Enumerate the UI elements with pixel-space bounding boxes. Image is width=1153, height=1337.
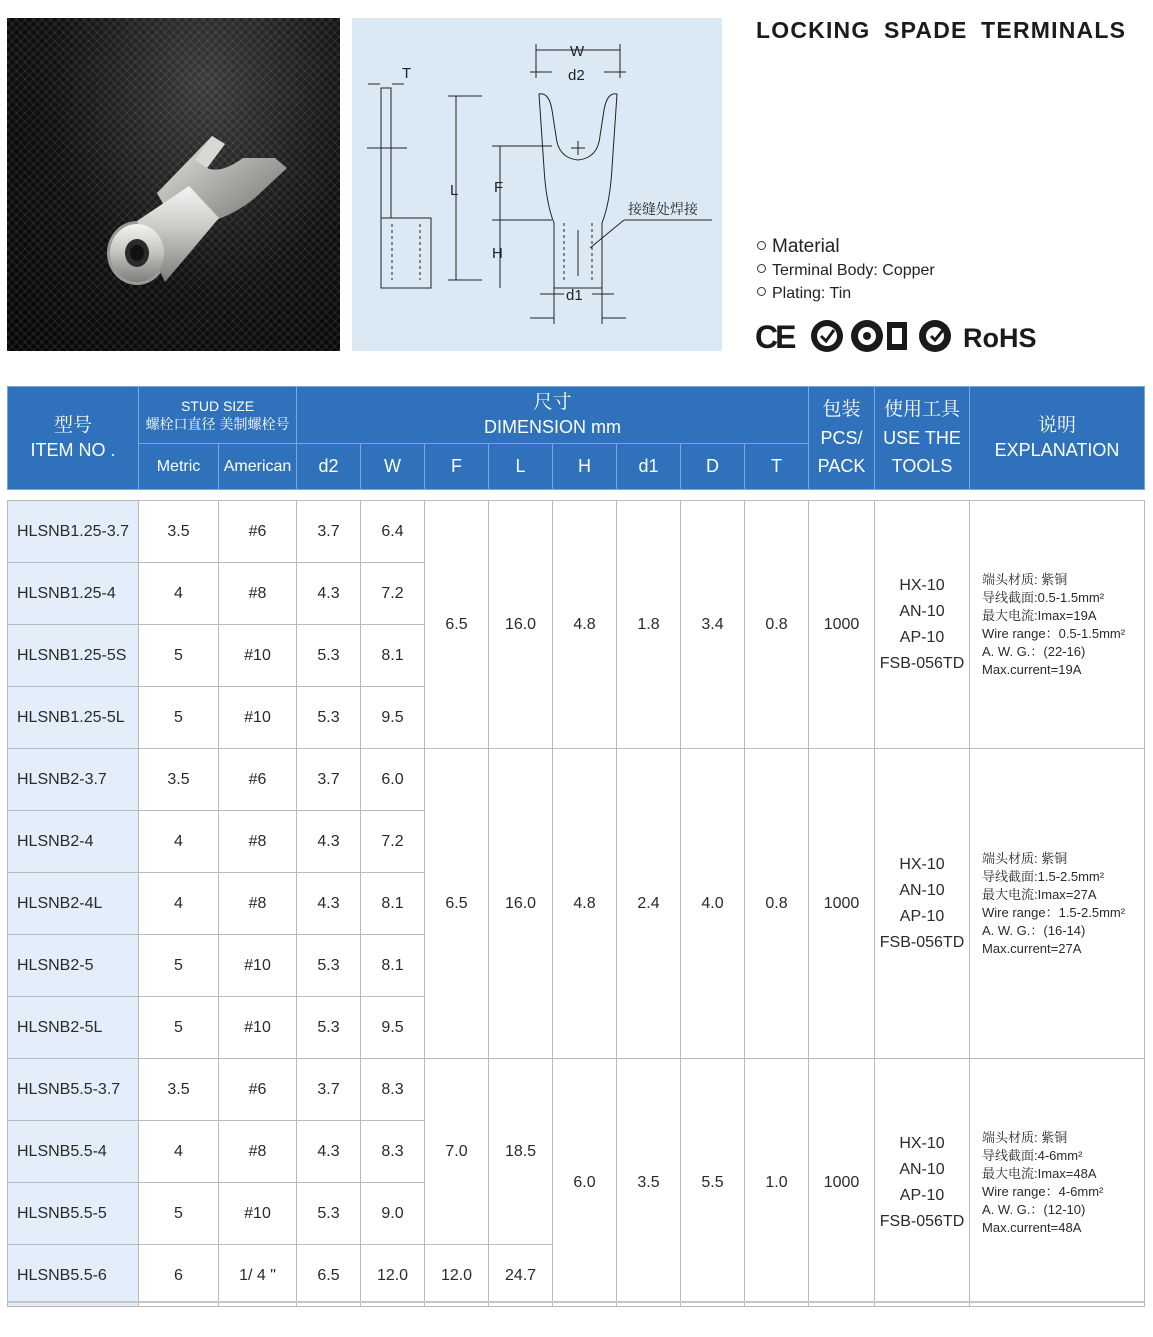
l: 18.5: [489, 1059, 553, 1245]
drawing-label-l: L: [450, 182, 459, 199]
spade-terminal-photo: [7, 18, 340, 351]
w: 9.5: [361, 687, 425, 749]
metric: 4: [139, 563, 219, 625]
d2: 3.7: [297, 501, 361, 563]
bullet-icon: [757, 287, 766, 296]
w: 6.4: [361, 501, 425, 563]
american: 1/ 4 ": [219, 1245, 297, 1307]
w: 7.2: [361, 563, 425, 625]
w: 6.0: [361, 749, 425, 811]
american: #10: [219, 687, 297, 749]
d: 5.5: [681, 1059, 745, 1307]
item-no: HLSNB1.25-4: [8, 563, 139, 625]
f: 6.5: [425, 501, 489, 749]
w: 7.2: [361, 811, 425, 873]
d: 4.0: [681, 749, 745, 1059]
d1: 2.4: [617, 749, 681, 1059]
header-l: L: [489, 444, 553, 490]
table-row: [8, 749, 1145, 811]
metric: 4: [139, 1121, 219, 1183]
d2: 5.3: [297, 997, 361, 1059]
l: 16.0: [489, 749, 553, 1059]
item-no: HLSNB5.5-5: [8, 1183, 139, 1245]
explanation: 端头材质: 紫铜 导线截面:0.5-1.5mm² 最大电流:Imax=19A Wire range：0.5-1.5mm² A. W. G.：(22-16) Max.current=19A: [970, 501, 1145, 749]
d2: 4.3: [297, 873, 361, 935]
item-no: HLSNB1.25-5S: [8, 625, 139, 687]
metric: 5: [139, 1183, 219, 1245]
f: 7.0: [425, 1059, 489, 1245]
metric: 6: [139, 1245, 219, 1307]
d2: 5.3: [297, 687, 361, 749]
d1: 1.8: [617, 501, 681, 749]
metric: 3.5: [139, 1059, 219, 1121]
material-heading: Material: [757, 236, 840, 258]
d2: 4.3: [297, 1121, 361, 1183]
american: #8: [219, 811, 297, 873]
american: #10: [219, 625, 297, 687]
header-d2: d2: [297, 444, 361, 490]
w: 8.1: [361, 625, 425, 687]
ce-mark: CE: [755, 319, 794, 354]
w: 8.3: [361, 1121, 425, 1183]
header-american: American: [219, 444, 297, 490]
w: 8.1: [361, 873, 425, 935]
american: #8: [219, 1121, 297, 1183]
header-d: D: [681, 444, 745, 490]
quality-mark-icon: [919, 320, 951, 352]
certification-logos: [755, 318, 1055, 354]
d: 3.4: [681, 501, 745, 749]
rohs-mark: RoHS: [963, 323, 1037, 353]
item-no: HLSNB2-5: [8, 935, 139, 997]
header-w: W: [361, 444, 425, 490]
d1: 3.5: [617, 1059, 681, 1307]
material-body: Terminal Body: Copper: [757, 262, 935, 280]
header-dimension: 尺寸 DIMENSION mm: [297, 387, 809, 444]
header-d1: d1: [617, 444, 681, 490]
item-no: HLSNB5.5-6: [8, 1245, 139, 1307]
product-photo: [7, 18, 340, 351]
explanation: 端头材质: 紫铜 导线截面:1.5-2.5mm² 最大电流:Imax=27A Wire range：1.5-2.5mm² A. W. G.：(16-14) Max.current=27A: [970, 749, 1145, 1059]
f: 6.5: [425, 749, 489, 1059]
d2: 4.3: [297, 811, 361, 873]
header-explanation: 说明 EXPLANATION: [970, 387, 1145, 490]
header-pack: 包装 PCS/ PACK: [809, 387, 875, 490]
item-no: HLSNB2-4: [8, 811, 139, 873]
w: 8.3: [361, 1059, 425, 1121]
bullet-icon: [757, 241, 766, 250]
american: #8: [219, 563, 297, 625]
table-row: [8, 501, 1145, 563]
drawing-label-w: W: [570, 43, 585, 60]
drawing-label-f: F: [494, 179, 504, 196]
drawing-label-d1: d1: [566, 287, 583, 304]
item-no: HLSNB5.5-4: [8, 1121, 139, 1183]
pack: 1000: [809, 1059, 875, 1307]
table-bottom-rule: [7, 1301, 1144, 1303]
table-row: [8, 1059, 1145, 1121]
header-t: T: [745, 444, 809, 490]
page-title: LOCKING SPADE TERMINALS: [756, 17, 1127, 43]
metric: 4: [139, 873, 219, 935]
t: 1.0: [745, 1059, 809, 1307]
american: #10: [219, 1183, 297, 1245]
w: 9.5: [361, 997, 425, 1059]
drawing-label-d2: d2: [568, 67, 585, 84]
d2: 5.3: [297, 935, 361, 997]
item-no: HLSNB2-5L: [8, 997, 139, 1059]
metric: 5: [139, 935, 219, 997]
header-tools: 使用工具 USE THE TOOLS: [875, 387, 970, 490]
d2: 5.3: [297, 625, 361, 687]
item-no: HLSNB2-3.7: [8, 749, 139, 811]
bullet-icon: [757, 264, 766, 273]
drawing-label-t: T: [402, 65, 412, 82]
header-f: F: [425, 444, 489, 490]
w: 12.0: [361, 1245, 425, 1307]
metric: 4: [139, 811, 219, 873]
american: #10: [219, 997, 297, 1059]
pack: 1000: [809, 749, 875, 1059]
d2: 5.3: [297, 1183, 361, 1245]
metric: 3.5: [139, 501, 219, 563]
item-no: HLSNB2-4L: [8, 873, 139, 935]
h: 4.8: [553, 501, 617, 749]
header-h: H: [553, 444, 617, 490]
item-no: HLSNB1.25-3.7: [8, 501, 139, 563]
metric: 5: [139, 997, 219, 1059]
header-stud-size: STUD SIZE 螺栓口直径 美制螺栓号: [139, 387, 297, 444]
drawing-label-h: H: [492, 245, 503, 262]
material-plating: Plating: Tin: [757, 285, 851, 303]
american: #6: [219, 1059, 297, 1121]
metric: 5: [139, 625, 219, 687]
american: #10: [219, 935, 297, 997]
tools: HX-10 AN-10 AP-10 FSB-056TD: [875, 1059, 970, 1307]
header-item: 型号 ITEM NO .: [8, 387, 139, 490]
l: 24.7: [489, 1245, 553, 1307]
d2: 6.5: [297, 1245, 361, 1307]
d2: 3.7: [297, 749, 361, 811]
h: 4.8: [553, 749, 617, 1059]
american: #6: [219, 749, 297, 811]
h: 6.0: [553, 1059, 617, 1307]
d2: 3.7: [297, 1059, 361, 1121]
metric: 3.5: [139, 749, 219, 811]
t: 0.8: [745, 501, 809, 749]
l: 16.0: [489, 501, 553, 749]
sgs-seal-icon: [851, 320, 907, 352]
american: #6: [219, 501, 297, 563]
american: #8: [219, 873, 297, 935]
explanation: 端头材质: 紫铜 导线截面:4-6mm² 最大电流:Imax=48A Wire range：4-6mm² A. W. G.：(12-10) Max.current=48A: [970, 1059, 1145, 1307]
item-no: HLSNB1.25-5L: [8, 687, 139, 749]
pack: 1000: [809, 501, 875, 749]
w: 8.1: [361, 935, 425, 997]
technical-drawing: [352, 18, 722, 351]
w: 9.0: [361, 1183, 425, 1245]
tools: HX-10 AN-10 AP-10 FSB-056TD: [875, 749, 970, 1059]
item-no: HLSNB5.5-3.7: [8, 1059, 139, 1121]
sgs-seal-icon: [811, 320, 843, 352]
spec-table: [7, 386, 1145, 1307]
metric: 5: [139, 687, 219, 749]
header-metric: Metric: [139, 444, 219, 490]
tools: HX-10 AN-10 AP-10 FSB-056TD: [875, 501, 970, 749]
t: 0.8: [745, 749, 809, 1059]
d2: 4.3: [297, 563, 361, 625]
f: 12.0: [425, 1245, 489, 1307]
weld-note: 接缝处焊接: [628, 201, 698, 217]
